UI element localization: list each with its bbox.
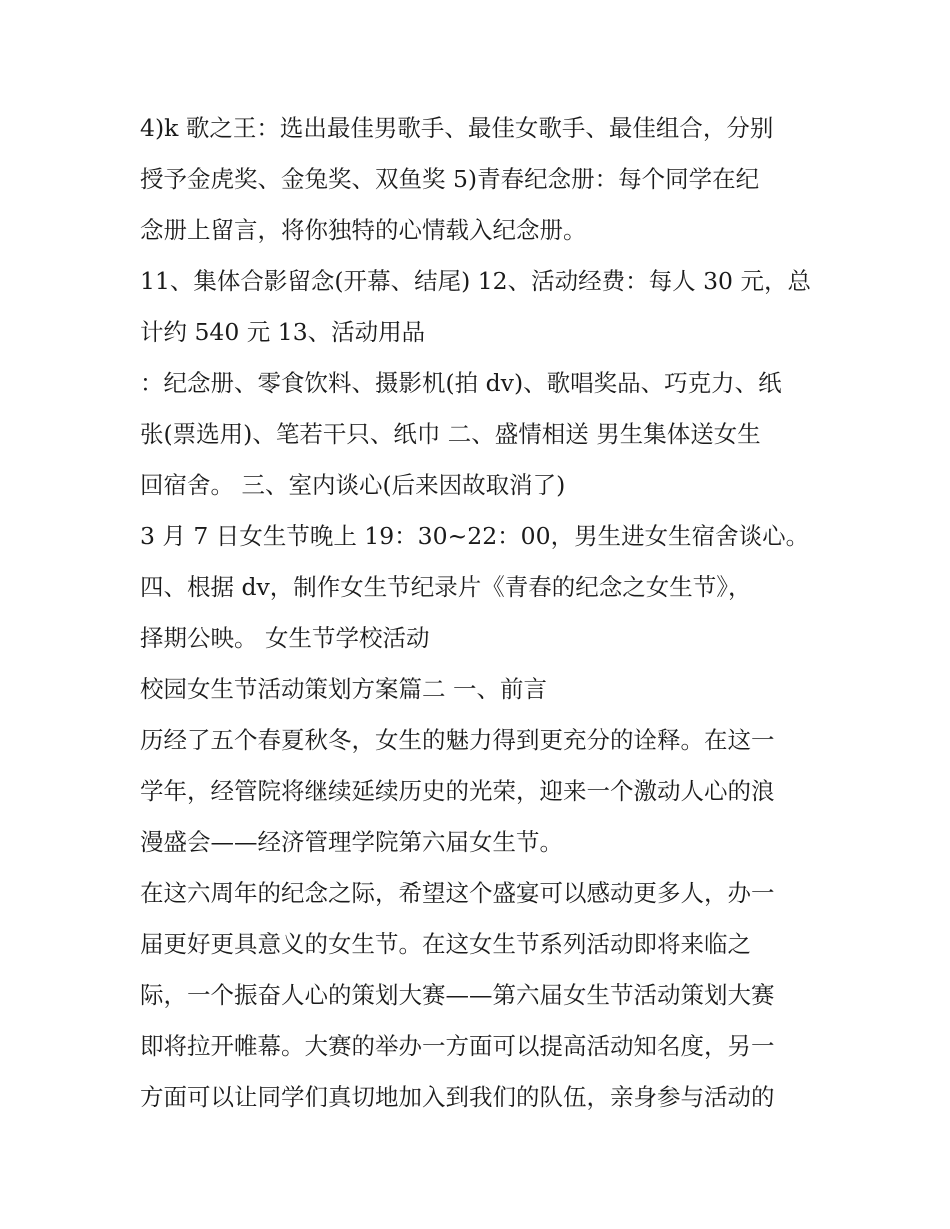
text-line: 漫盛会——经济管理学院第六届女生节。 xyxy=(140,828,563,856)
text-line: 学年，经管院将继续延续历史的光荣，迎来一个激动人心的浪 xyxy=(140,777,775,805)
text-line: 4)k 歌之王：选出最佳男歌手、最佳女歌手、最佳组合，分别 xyxy=(140,114,774,142)
text-line: 3 月 7 日女生节晚上 19：30~22：00，男生进女生宿舍谈心。 xyxy=(140,522,810,550)
text-line: 张(票选用)、笔若干只、纸巾 二、盛情相送 男生集体送女生 xyxy=(140,420,761,448)
text-line: 四、根据 dv，制作女生节纪录片《青春的纪念之女生节》， xyxy=(140,573,752,601)
text-line: 即将拉开帷幕。大赛的举办一方面可以提高活动知名度，另一 xyxy=(140,1032,775,1060)
text-line: 届更好更具意义的女生节。在这女生节系列活动即将来临之 xyxy=(140,930,751,958)
text-line: ：纪念册、零食饮料、摄影机(拍 dv)、歌唱奖品、巧克力、纸 xyxy=(140,369,782,397)
text-line: 11、集体合影留念(开幕、结尾) 12、活动经费：每人 30 元，总 xyxy=(140,267,811,295)
section-heading: 校园女生节活动策划方案篇二 一、前言 xyxy=(140,675,547,703)
text-line: 计约 540 元 13、活动用品 xyxy=(140,318,426,346)
text-line: 择期公映。 女生节学校活动 xyxy=(140,624,430,652)
document-body xyxy=(140,103,820,1123)
text-line: 念册上留言，将你独特的心情载入纪念册。 xyxy=(140,216,587,244)
text-line: 回宿舍。 三、室内谈心(后来因故取消了) xyxy=(140,471,566,499)
text-line: 方面可以让同学们真切地加入到我们的队伍，亲身参与活动的 xyxy=(140,1083,775,1111)
text-line: 授予金虎奖、金兔奖、双鱼奖 5)青春纪念册：每个同学在纪 xyxy=(140,165,760,193)
text-line: 在这六周年的纪念之际，希望这个盛宴可以感动更多人，办一 xyxy=(140,879,775,907)
text-line: 际，一个振奋人心的策划大赛——第六届女生节活动策划大赛 xyxy=(140,981,775,1009)
text-line: 历经了五个春夏秋冬，女生的魅力得到更充分的诠释。在这一 xyxy=(140,726,775,754)
